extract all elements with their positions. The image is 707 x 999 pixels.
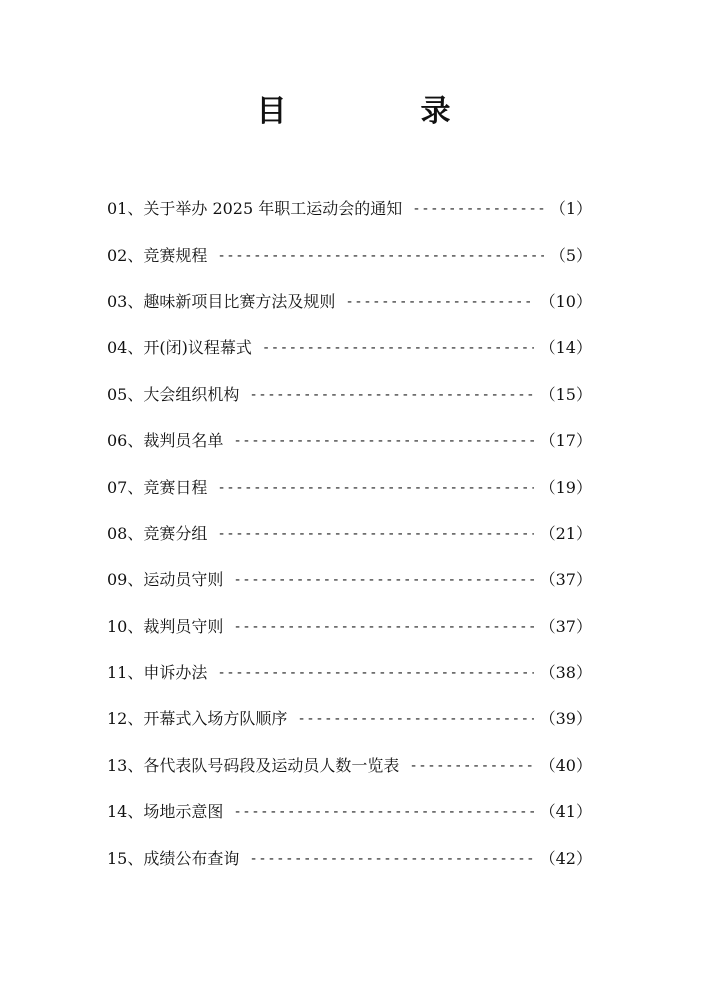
toc-page-number: （14） xyxy=(539,338,592,358)
toc-dot-leader xyxy=(217,478,533,498)
toc-entry-label: 06、裁判员名单 xyxy=(107,431,224,451)
toc-entry-label: 13、各代表队号码段及运动员人数一览表 xyxy=(107,755,400,775)
toc-entry-14[interactable] xyxy=(107,789,592,835)
toc-dot-leader xyxy=(233,617,533,637)
toc-entry-label: 14、场地示意图 xyxy=(107,802,224,822)
toc-entry-label: 09、运动员守则 xyxy=(107,570,224,590)
toc-dot-leader xyxy=(233,570,533,590)
toc-page-number: （39） xyxy=(539,709,592,729)
toc-dot-leader xyxy=(345,292,533,312)
toc-page-number: （15） xyxy=(539,384,592,404)
toc-entry-01[interactable] xyxy=(107,186,592,232)
toc-entry-label: 02、竞赛规程 xyxy=(107,245,208,265)
page-title: 目 录 xyxy=(256,94,503,129)
toc-entry-09[interactable] xyxy=(107,557,592,603)
toc-entry-label: 15、成绩公布查询 xyxy=(107,848,240,868)
toc-entry-15[interactable] xyxy=(107,835,592,881)
toc-dot-leader xyxy=(233,802,533,822)
toc-entry-label: 10、裁判员守则 xyxy=(107,616,224,636)
toc-entry-06[interactable] xyxy=(107,418,592,464)
toc-entry-08[interactable] xyxy=(107,511,592,557)
toc-entry-label: 11、申诉办法 xyxy=(107,663,208,683)
toc-dot-leader xyxy=(412,199,544,219)
toc-page-number: （37） xyxy=(539,616,592,636)
table-of-contents xyxy=(107,186,592,882)
toc-page-number: （37） xyxy=(539,570,592,590)
toc-dot-leader xyxy=(249,849,533,869)
toc-entry-02[interactable] xyxy=(107,232,592,278)
toc-page-number: （42） xyxy=(539,848,592,868)
toc-entry-07[interactable] xyxy=(107,464,592,510)
toc-page-number: （5） xyxy=(549,245,592,265)
toc-dot-leader xyxy=(409,756,533,776)
toc-entry-13[interactable] xyxy=(107,743,592,789)
toc-page-number: （38） xyxy=(539,663,592,683)
toc-entry-03[interactable] xyxy=(107,279,592,325)
toc-dot-leader xyxy=(217,663,533,683)
toc-entry-label: 04、开(闭)议程幕式 xyxy=(107,338,252,358)
toc-dot-leader xyxy=(262,338,534,358)
toc-entry-label: 03、趣味新项目比赛方法及规则 xyxy=(107,291,336,311)
toc-entry-label: 01、关于举办 2025 年职工运动会的通知 xyxy=(107,199,403,219)
toc-entry-label: 08、竞赛分组 xyxy=(107,523,208,543)
toc-entry-label: 12、开幕式入场方队顺序 xyxy=(107,709,288,729)
toc-page-number: （10） xyxy=(539,291,592,311)
toc-dot-leader xyxy=(217,246,543,266)
toc-page-number: （17） xyxy=(539,431,592,451)
toc-entry-04[interactable] xyxy=(107,325,592,371)
toc-dot-leader xyxy=(217,524,533,544)
toc-dot-leader xyxy=(249,385,533,405)
toc-entry-12[interactable] xyxy=(107,696,592,742)
toc-entry-label: 05、大会组织机构 xyxy=(107,384,240,404)
toc-entry-label: 07、竞赛日程 xyxy=(107,477,208,497)
toc-page-number: （1） xyxy=(549,199,592,219)
toc-page-number: （21） xyxy=(539,523,592,543)
toc-entry-05[interactable] xyxy=(107,372,592,418)
toc-entry-11[interactable] xyxy=(107,650,592,696)
toc-page-number: （19） xyxy=(539,477,592,497)
toc-page-number: （40） xyxy=(539,755,592,775)
toc-page-number: （41） xyxy=(539,802,592,822)
toc-dot-leader xyxy=(233,431,533,451)
toc-dot-leader xyxy=(297,709,533,729)
toc-entry-10[interactable] xyxy=(107,604,592,650)
